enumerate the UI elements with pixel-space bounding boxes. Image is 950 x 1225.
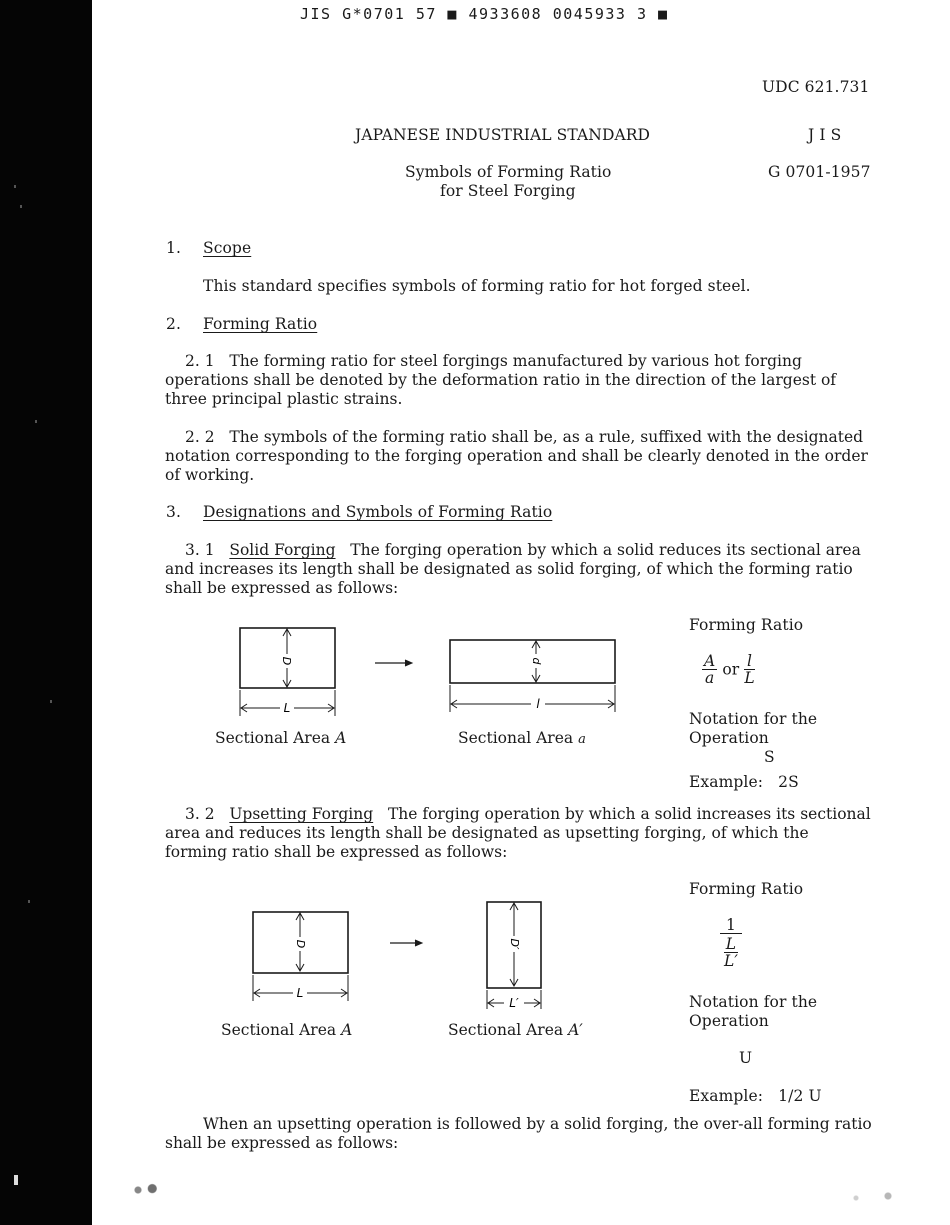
caption-initial-area: Sectional Area A <box>215 729 347 747</box>
dim-D2-label: D′ <box>508 938 521 950</box>
solid-ratio-formula: $\frac{A}{a}$ or $\frac{l}{L}$ <box>704 652 755 687</box>
organization-title: JAPANESE INDUSTRIAL STANDARD <box>355 126 651 144</box>
dim-l-label: l <box>536 697 540 711</box>
clause-2-1-text: The forming ratio for steel forgings manufactured by various hot forging operations shall be denoted by the deformation ratio in the direction of the largest of three principal plastic strains. <box>165 352 837 408</box>
section3-number: 3. <box>166 503 181 521</box>
standard-number: G 0701-1957 <box>768 163 871 181</box>
upsetting-forging-diagram <box>240 895 560 1015</box>
ratio-compound-fraction: 1 L L′ <box>720 917 742 969</box>
solid-example: Example: 2S <box>689 773 799 791</box>
upset-example: Example: 1/2 U <box>689 1087 822 1105</box>
header-code: JIS G*0701 57 ■ 4933608 0045933 3 ■ <box>300 5 669 23</box>
section1-title: Scope <box>203 239 252 257</box>
ratio-length-fraction: $\frac{l}{L}$ <box>744 652 755 687</box>
section3-title: Designations and Symbols of Forming Ratio <box>203 503 553 521</box>
upset-notation-label-1: Notation for the <box>689 993 818 1011</box>
jis-mark: J I S <box>808 126 842 144</box>
upset-notation-label-2: Operation <box>689 1012 769 1030</box>
udc-number: UDC 621.731 <box>762 78 870 96</box>
clause-3-1-text: The forging operation by which a solid reduces its sectional area and increases its length shall be designated as solid forging, of which the forming ratio shall be expressed as follows: <box>165 541 861 597</box>
section1-text: This standard specifies symbols of forming ratio for hot forged steel. <box>203 277 751 295</box>
upset-ratio-formula <box>720 917 742 969</box>
clause-3-1 <box>165 541 875 598</box>
solid-notation-symbol: S <box>764 748 775 766</box>
clause-2-2 <box>165 428 875 485</box>
upset-notation-symbol: U <box>739 1049 753 1067</box>
caption-final-area: Sectional Area a <box>458 729 586 747</box>
solid-forging-diagram <box>230 618 630 723</box>
solid-notation-label-2: Operation <box>689 729 769 747</box>
clause-3-1-title: Solid Forging <box>229 541 336 559</box>
clause-3-2-number: 3. 2 <box>185 805 215 823</box>
dim-D-label: D <box>294 939 307 949</box>
closing-paragraph: When an upsetting operation is followed by a solid forging, the over-all forming ratio shall be expressed as follows: <box>165 1115 872 1152</box>
doc-title-line1: Symbols of Forming Ratio <box>405 163 612 181</box>
dim-L2-label: L′ <box>509 996 519 1010</box>
section2-number: 2. <box>166 315 181 333</box>
clause-2-2-number: 2. 2 <box>185 428 215 446</box>
clause-3-1-number: 3. 1 <box>185 541 215 559</box>
dim-D-label: D <box>280 656 293 666</box>
clause-3-2 <box>165 805 875 862</box>
clause-2-1 <box>165 352 875 409</box>
caption-upset-area: Sectional Area A′ <box>448 1021 583 1039</box>
dim-d-label: d <box>530 657 543 665</box>
section2-title: Forming Ratio <box>203 315 318 333</box>
scan-noise <box>100 1183 195 1197</box>
dim-L-label: L <box>283 701 291 715</box>
solid-notation-label-1: Notation for the <box>689 710 818 728</box>
clause-2-2-text: The symbols of the forming ratio shall be, as a rule, suffixed with the designated notation corresponding to the forging operation and shall be clearly denoted in the order of working. <box>165 428 868 484</box>
clause-3-2-title: Upsetting Forging <box>229 805 374 823</box>
caption-initial-area-2: Sectional Area A <box>221 1021 353 1039</box>
dim-L-label: L <box>296 986 304 1000</box>
clause-3-2-text: The forging operation by which a solid increases its sectional area and reduces its length shall be designated as upsetting forging, of which the forming ratio shall be expressed as follows: <box>165 805 871 861</box>
scan-noise-2 <box>760 1188 920 1208</box>
section1-number: 1. <box>166 239 181 257</box>
clause-2-1-number: 2. 1 <box>185 352 215 370</box>
ratio-area-fraction: $\frac{A}{a}$ <box>704 652 716 687</box>
doc-title-line2: for Steel Forging <box>440 182 576 200</box>
upset-ratio-label: Forming Ratio <box>689 880 804 898</box>
solid-ratio-label: Forming Ratio <box>689 616 804 634</box>
scan-edge <box>0 0 92 1225</box>
